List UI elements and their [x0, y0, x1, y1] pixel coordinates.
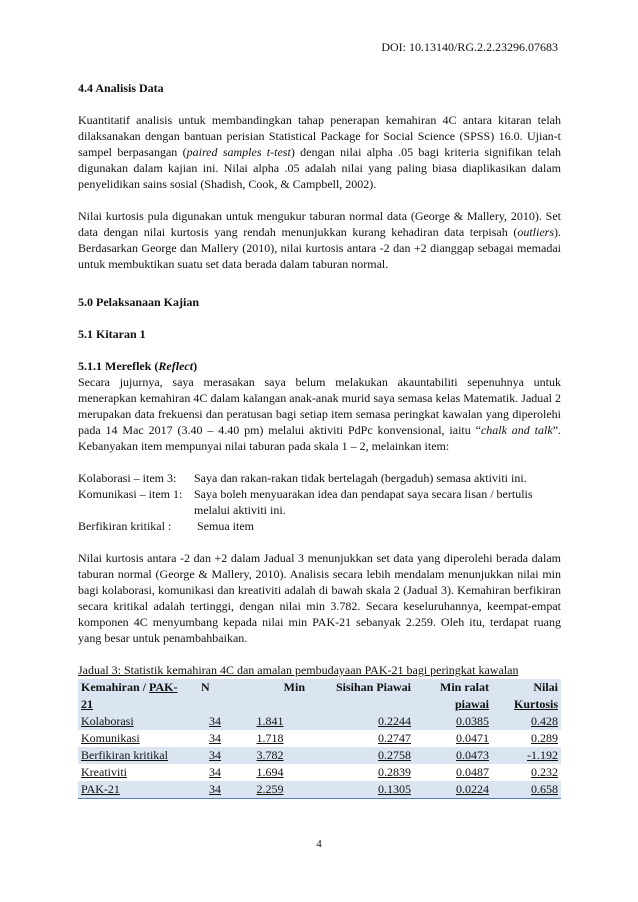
cell-kemahiran: Kreativiti — [81, 765, 127, 779]
item-list — [78, 470, 561, 534]
header-text: 21 — [81, 697, 93, 711]
table-row — [78, 730, 561, 747]
cell-n: 34 — [209, 714, 221, 728]
list-term: Berfikiran kritikal : — [78, 519, 172, 533]
text-run-italic: chalk and talk — [480, 423, 553, 437]
text-run-italic: paired samples t-test — [186, 145, 291, 159]
page-content — [78, 80, 561, 799]
cell-sisihan-piawai: 0.2747 — [378, 731, 411, 745]
cell-n: 34 — [209, 748, 221, 762]
cell-kurtosis: 0.232 — [531, 765, 558, 779]
text-run: ”. Kebanyakan item mempunyai nilai taburan pada skala 1 – 2, melainkan item: — [78, 423, 562, 453]
cell-min: 1.718 — [256, 731, 284, 745]
text-run: 5.1.1 Mereflek ( — [78, 359, 159, 373]
list-desc: Saya dan rakan-rakan tidak bertelagah (bergaduh) semasa aktiviti ini. — [194, 471, 527, 485]
cell-min: 1.694 — [256, 765, 284, 779]
table-header-row — [78, 679, 561, 713]
heading-5-1-1 — [78, 358, 561, 374]
table-row — [78, 747, 561, 764]
page-number: 4 — [316, 838, 322, 850]
cell-min-ralat: 0.0487 — [456, 765, 489, 779]
text-run: ) dengan nilai alpha .05 bagi kriteria signifikan telah digunakan dalam kajian ini. Nilai alpha .05 adalah nilai yang paling biasa diaplikasikan dalam penyelidikan sains sosial (Shadish, Cook, & Campbell, 2002). — [78, 145, 561, 191]
cell-kurtosis: 0.428 — [531, 714, 558, 728]
header-kemahiran — [78, 679, 198, 713]
paragraph-mereflek-2: Nilai kurtosis antara -2 dan +2 dalam Jadual 3 menunjukkan set data yang diperolehi berada dalam taburan normal (George & Mallery, 2010). Analisis secara lebih mendalam menunjukkan nilai min bagi kolaborasi, komunikasi dan kreativiti adalah di bawah skala 2 (Jadual 3). Kemahiran berfikiran secara kritikal adalah tertinggi, dengan nilai min 3.782. Secara keseluruhannya, keempat-empat komponen 4C menyumbang kepada nilai min PAK-21 sebanyak 2.259. Oleh itu, terdapat ruang yang besar untuk penambahbaikan. — [78, 551, 561, 645]
header-min-ralat — [414, 679, 492, 713]
heading-5-0: 5.0 Pelaksanaan Kajian — [78, 295, 200, 309]
table-row — [78, 713, 561, 730]
cell-kurtosis: -1.192 — [527, 748, 558, 762]
cell-sisihan-piawai: 0.2758 — [378, 748, 411, 762]
text-run: ). Berdasarkan George dan Mallery (2010), nilai kurtosis antara -2 dan +2 dianggap sebagai memadai untuk membuktikan suatu set data berada dalam taburan normal. — [78, 225, 561, 271]
header-text: PAK- — [149, 680, 178, 694]
text-run: ) — [193, 359, 198, 373]
text-run: Nilai kurtosis pula digunakan untuk mengukur taburan normal data (George & Mallery, 2010). Set data dengan nilai kurtosis yang rendah menunjukkan kurang kehadiran data terpisah ( — [78, 209, 561, 239]
cell-n: 34 — [209, 731, 221, 745]
list-term: Komunikasi – item 1: — [78, 487, 183, 501]
header-text: Kemahiran / — [81, 680, 149, 694]
cell-min-ralat: 0.0224 — [456, 782, 489, 796]
cell-kemahiran: Kolaborasi — [81, 714, 134, 728]
cell-min: 1.841 — [256, 714, 284, 728]
cell-kemahiran: Berfikiran kritikal — [81, 748, 168, 762]
cell-sisihan-piawai: 0.1305 — [378, 782, 411, 796]
text-run-italic: outliers — [517, 225, 554, 239]
cell-n: 34 — [209, 765, 221, 779]
list-item — [78, 518, 561, 534]
list-term: Kolaborasi – item 3: — [78, 471, 177, 485]
list-desc: Saya boleh menyuarakan idea dan pendapat saya secara lisan / bertulis melalui aktiviti ini. — [194, 487, 533, 517]
cell-kurtosis: 0.289 — [531, 731, 558, 745]
cell-min-ralat: 0.0471 — [456, 731, 489, 745]
paragraph-analisis-2 — [78, 208, 561, 272]
cell-kurtosis: 0.658 — [531, 782, 558, 796]
text-run: Secara jujurnya, saya merasakan saya belum melakukan akauntabiliti sepenuhnya untuk menerapkan kemahiran 4C dalam kalangan anak-anak murid saya semasa kelas Matematik. Jadual 2 merupakan data frekuensi dan peratusan bagi setiap item semasa peringkat kawalan yang diperolehi pada 14 Mac 2017 (3.40 – 4.40 pm) melalui aktiviti PdPc konvensional, iaitu “ — [78, 375, 561, 437]
doi-header: DOI: 10.13140/RG.2.2.23296.07683 — [381, 40, 558, 54]
header-min: Min — [283, 680, 305, 694]
list-desc: Semua item — [194, 519, 254, 533]
header-n: N — [201, 680, 210, 694]
header-text: Min ralat — [440, 680, 489, 694]
statistics-table — [78, 679, 561, 799]
cell-kemahiran: Komunikasi — [81, 731, 140, 745]
cell-min-ralat: 0.0385 — [456, 714, 489, 728]
cell-kemahiran: PAK-21 — [81, 782, 120, 796]
header-text: piawai — [454, 697, 489, 711]
table-row — [78, 781, 561, 799]
text-run-italic: Reflect — [158, 359, 194, 373]
heading-4-4: 4.4 Analisis Data — [78, 81, 164, 95]
cell-min-ralat: 0.0473 — [456, 748, 489, 762]
header-text: Kurtosis — [513, 697, 558, 711]
heading-5-1: 5.1 Kitaran 1 — [78, 327, 146, 341]
cell-min: 3.782 — [256, 748, 284, 762]
paragraph-analisis-1 — [78, 112, 561, 192]
cell-n: 34 — [209, 782, 221, 796]
header-sisihan-piawai: Sisihan Piawai — [335, 680, 411, 694]
paragraph-mereflek-1 — [78, 374, 561, 454]
list-item — [78, 486, 561, 518]
text-run: Kuantitatif analisis untuk membandingkan tahap penerapan kemahiran 4C antara kitaran telah dilaksanakan dengan bantuan perisian Statistical Package for Social Science (SPSS) 16.0. Ujian-t sampel berpasangan ( — [78, 113, 561, 159]
header-kurtosis — [492, 679, 561, 713]
table-caption: Jadual 3: Statistik kemahiran 4C dan amalan pembudayaan PAK-21 bagi peringkat kawalan — [78, 663, 519, 677]
cell-sisihan-piawai: 0.2244 — [378, 714, 411, 728]
table-row — [78, 764, 561, 781]
list-item — [78, 470, 561, 486]
cell-min: 2.259 — [256, 782, 284, 796]
header-text: Nilai — [533, 680, 558, 694]
cell-sisihan-piawai: 0.2839 — [378, 765, 411, 779]
